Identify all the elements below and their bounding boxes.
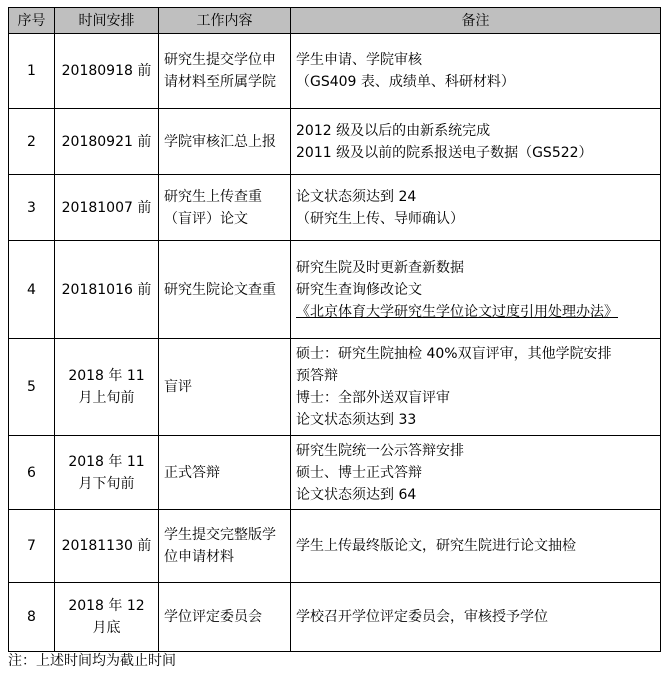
row-index: 3	[9, 175, 55, 241]
footnote: 注：上述时间均为截止时间	[8, 653, 176, 669]
row-notes	[291, 34, 661, 109]
note-line: （研究生上传、导师确认）	[296, 210, 464, 227]
row-date: 20181016 前	[55, 241, 159, 339]
row-notes	[291, 583, 661, 652]
row-date: 2018 年 12 月底	[55, 583, 159, 652]
note-line: 论文状态须达到 33	[296, 412, 417, 428]
row-notes	[291, 339, 661, 436]
row-content: 学院审核汇总上报	[159, 109, 291, 175]
row-date: 20181130 前	[55, 510, 159, 583]
note-line: 论文状态须达到 24	[296, 188, 417, 205]
table-row	[9, 34, 661, 109]
row-date: 2018 年 11 月下旬前	[55, 436, 159, 510]
row-date: 2018 年 11 月上旬前	[55, 339, 159, 436]
table-row	[9, 510, 661, 583]
row-content: 学位评定委员会	[159, 583, 291, 652]
note-line: 预答辩	[296, 368, 338, 384]
schedule-table	[8, 7, 661, 652]
note-line: （GS409 表、成绩单、科研材料）	[296, 74, 515, 90]
row-notes	[291, 436, 661, 510]
header-row	[9, 8, 661, 34]
row-date: 20180921 前	[55, 109, 159, 175]
row-index: 5	[9, 339, 55, 436]
row-index: 7	[9, 510, 55, 583]
note-line: 硕士：研究生院抽检 40%双盲评审，其他学院安排	[296, 346, 612, 362]
table-row	[9, 241, 661, 339]
row-content: 盲评	[159, 339, 291, 436]
row-notes	[291, 510, 661, 583]
row-content: 研究生院论文查重	[159, 241, 291, 339]
note-line: 学生申请、学院审核	[296, 52, 422, 68]
table-row	[9, 339, 661, 436]
note-line: 研究生院及时更新查新数据	[296, 259, 464, 276]
header-schedule: 时间安排	[55, 8, 159, 34]
row-content: 正式答辩	[159, 436, 291, 510]
row-content: 研究生提交学位申请材料至所属学院	[159, 34, 291, 109]
note-line: 学生上传最终版论文，研究生院进行论文抽检	[296, 538, 576, 554]
note-line: 研究生查询修改论文	[296, 281, 422, 298]
row-index: 6	[9, 436, 55, 510]
table-row	[9, 436, 661, 510]
row-notes	[291, 175, 661, 241]
regulation-link[interactable]: 《北京体育大学研究生学位论文过度引用处理办法》	[296, 303, 618, 320]
table-row	[9, 109, 661, 175]
note-line: 学校召开学位评定委员会，审核授予学位	[296, 609, 548, 625]
row-index: 2	[9, 109, 55, 175]
row-content: 学生提交完整版学位申请材料	[159, 510, 291, 583]
row-index: 8	[9, 583, 55, 652]
note-line: 2012 级及以后的由新系统完成	[296, 122, 491, 139]
header-notes: 备注	[291, 8, 661, 34]
note-line: 2011 级及以前的院系报送电子数据（GS522）	[296, 144, 593, 161]
row-content: 研究生上传查重（盲评）论文	[159, 175, 291, 241]
header-content: 工作内容	[159, 8, 291, 34]
row-index: 1	[9, 34, 55, 109]
table-row	[9, 175, 661, 241]
header-index: 序号	[9, 8, 55, 34]
row-index: 4	[9, 241, 55, 339]
note-line: 研究生院统一公示答辩安排	[296, 442, 464, 459]
note-line: 论文状态须达到 64	[296, 486, 417, 503]
row-date: 20181007 前	[55, 175, 159, 241]
row-notes	[291, 241, 661, 339]
row-notes	[291, 109, 661, 175]
note-line: 硕士、博士正式答辩	[296, 464, 422, 481]
note-line: 博士：全部外送双盲评审	[296, 390, 450, 406]
row-date: 20180918 前	[55, 34, 159, 109]
table-row	[9, 583, 661, 652]
